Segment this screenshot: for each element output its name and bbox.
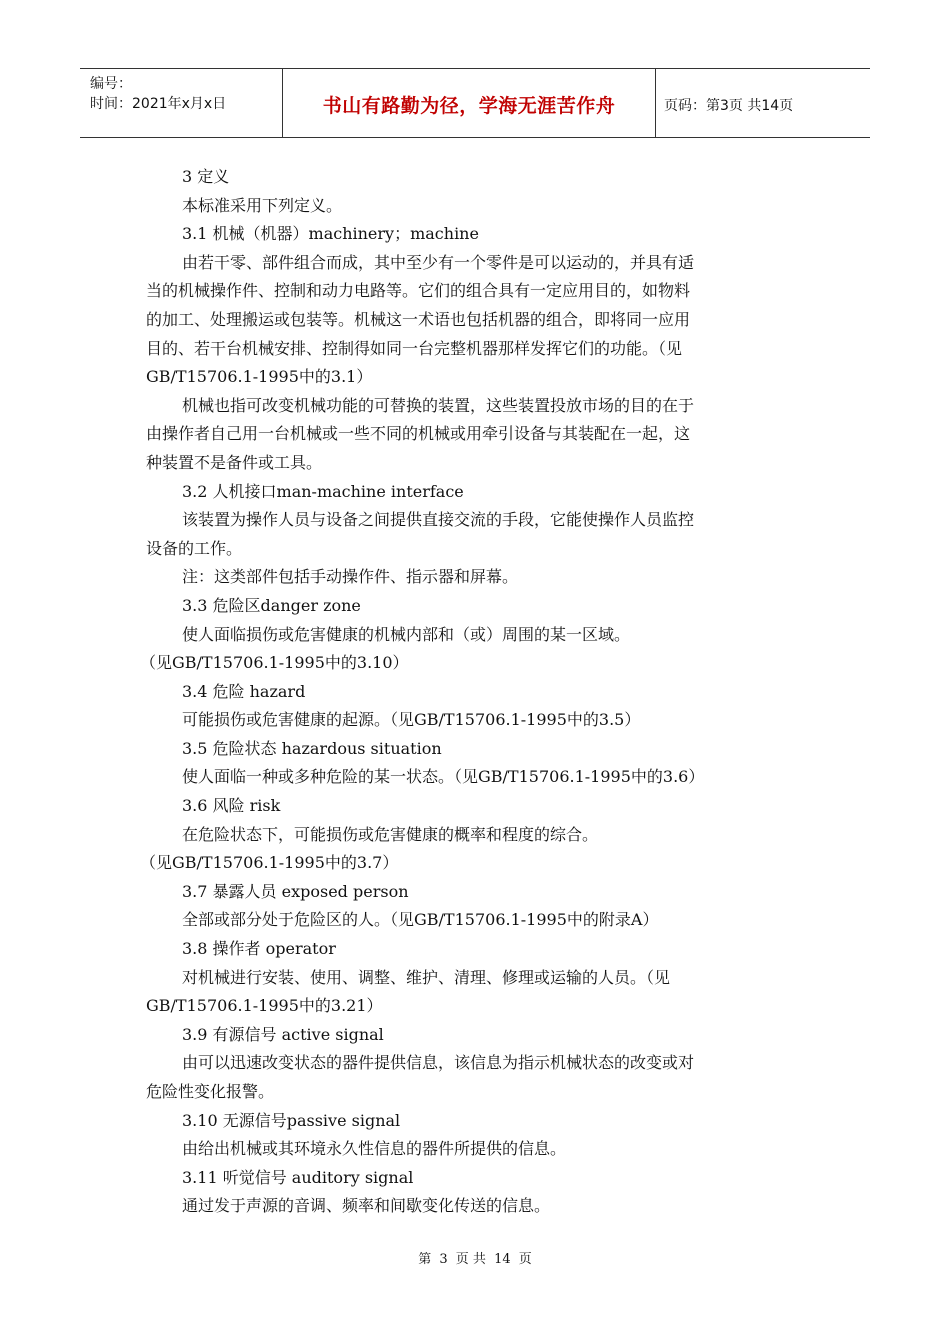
text-line: 使人面临一种或多种危险的某一状态。（见GB/T15706.1-1995中的3.6） <box>182 767 705 787</box>
text-line: 机械也指可改变机械功能的可替换的装置，这些装置投放市场的目的在于 <box>182 395 695 415</box>
text-line: 注：这类部件包括手动操作件、指示器和屏幕。 <box>182 567 519 587</box>
text-line: GB/T15706.1-1995中的3.1） <box>146 367 373 387</box>
page-info: 页码：第3页 共14页 <box>664 98 794 114</box>
header-motto-cell <box>283 69 656 137</box>
page-header <box>80 68 870 138</box>
text-line: 使人面临损伤或危害健康的机械内部和（或）周围的某一区域。 <box>182 624 631 644</box>
document-body <box>140 163 796 1221</box>
footer-suffix: 页 <box>518 1252 532 1267</box>
number-label: 编号： <box>90 76 132 92</box>
text-line: 由操作者自己用一台机械或一些不同的机械或用牵引设备与其装配在一起，这 <box>146 424 691 444</box>
text-line: 3.6 风险 risk <box>182 796 281 816</box>
text-line: 通过发于声源的音调、频率和间歇变化传送的信息。 <box>182 1196 551 1216</box>
text-line: 全部或部分处于危险区的人。（见GB/T15706.1-1995中的附录A） <box>182 910 659 930</box>
text-line: 设备的工作。 <box>146 538 243 558</box>
text-line: 3.9 有源信号 active signal <box>182 1024 384 1044</box>
text-line: 目的、若干台机械安排、控制得如同一台完整机器那样发挥它们的功能。（见 <box>146 338 683 358</box>
header-meta-cell <box>80 69 283 137</box>
text-line: 3.2 人机接口man-machine interface <box>182 481 464 501</box>
text-line: 3.5 危险状态 hazardous situation <box>182 738 442 758</box>
footer-middle: 页 共 <box>455 1252 486 1267</box>
footer-current-page: 3 <box>439 1252 448 1267</box>
footer-prefix: 第 <box>418 1252 432 1267</box>
header-page-cell <box>656 69 870 137</box>
text-line: 本标准采用下列定义。 <box>182 195 343 215</box>
text-line: （见GB/T15706.1-1995中的3.10） <box>140 653 409 673</box>
page-footer <box>0 1248 950 1267</box>
text-line: 对机械进行安装、使用、调整、维护、清理、修理或运输的人员。（见 <box>182 967 671 987</box>
footer-total-pages: 14 <box>494 1252 511 1267</box>
text-line: 3.8 操作者 operator <box>182 939 336 959</box>
text-line: 由若干零、部件组合而成，其中至少有一个零件是可以运动的，并具有适 <box>182 252 695 272</box>
text-line: 3 定义 <box>182 167 230 186</box>
text-line: 3.3 危险区danger zone <box>182 595 361 615</box>
text-line: 危险性变化报警。 <box>146 1082 275 1101</box>
time-label: 时间：2021年x月x日 <box>90 96 227 112</box>
text-line: 由给出机械或其环境永久性信息的器件所提供的信息。 <box>182 1139 567 1159</box>
text-line: 3.1 机械（机器）machinery；machine <box>182 224 479 244</box>
text-line: （见GB/T15706.1-1995中的3.7） <box>140 853 399 873</box>
text-line: 在危险状态下，可能损伤或危害健康的概率和程度的综合。 <box>182 824 599 844</box>
text-line: 3.11 听觉信号 auditory signal <box>182 1167 414 1187</box>
text-line: 种装置不是备件或工具。 <box>146 452 323 472</box>
motto-text: 书山有路勤为径，学海无涯苦作舟 <box>322 95 616 117</box>
text-line: 当的机械操作件、控制和动力电路等。它们的组合具有一定应用目的，如物料 <box>146 281 691 301</box>
text-line: GB/T15706.1-1995中的3.21） <box>146 996 383 1016</box>
text-line: 3.4 危险 hazard <box>182 681 306 701</box>
text-line: 3.10 无源信号passive signal <box>182 1110 401 1130</box>
text-line: 由可以迅速改变状态的器件提供信息，该信息为指示机械状态的改变或对 <box>182 1053 695 1073</box>
text-line: 该装置为操作人员与设备之间提供直接交流的手段，它能使操作人员监控 <box>182 510 695 530</box>
text-line: 可能损伤或危害健康的起源。（见GB/T15706.1-1995中的3.5） <box>182 710 641 730</box>
text-line: 的加工、处理搬运或包装等。机械这一术语也包括机器的组合，即将同一应用 <box>146 309 691 329</box>
text-line: 3.7 暴露人员 exposed person <box>182 881 409 901</box>
